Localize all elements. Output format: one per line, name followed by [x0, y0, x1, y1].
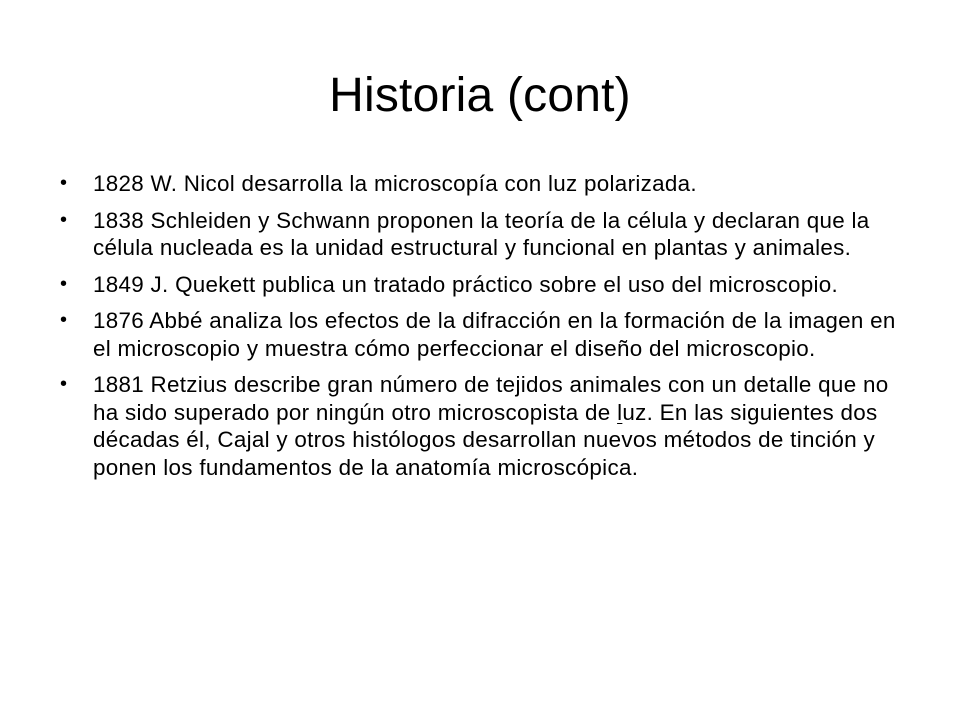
list-item: [58, 307, 910, 362]
bullet-icon: •: [60, 373, 68, 395]
bullet-text: 1849 J. Quekett publica un tratado práctico sobre el uso del microscopio.: [93, 271, 839, 297]
bullet-text: 1838 Schleiden y Schwann proponen la teoría de la célula y declaran que la célula nucleada es la unidad estructural y funcional en plantas y animales.: [93, 207, 870, 260]
bullet-text-part: uz. En las siguientes dos décadas él, Cajal y otros histólogos desarrollan nuevos métodos de tinción y ponen los fundamentos de la anatomía microscópica.: [93, 399, 878, 480]
list-item: [58, 371, 910, 481]
bullet-text-part: 1881 Retzius describe gran número de tejidos animales con un detalle que no ha sido superado por ningún otro microscopista de: [93, 372, 889, 425]
bullet-text: 1876 Abbé analiza los efectos de la difracción en la formación de la imagen en el microscopio y muestra cómo perfeccionar el diseño del microscopio.: [93, 308, 896, 361]
bullet-icon: •: [60, 272, 68, 295]
list-item: [58, 170, 910, 198]
slide-title: Historia (cont): [329, 69, 631, 122]
bullet-text: 1828 W. Nicol desarrolla la microscopía con luz polarizada.: [93, 171, 697, 196]
list-item: [58, 207, 910, 262]
spellcheck-mark: l: [617, 399, 623, 425]
bullet-list: [58, 170, 910, 490]
list-item: [58, 271, 910, 299]
bullet-text: [93, 371, 910, 481]
bullet-icon: •: [60, 309, 68, 331]
bullet-icon: •: [60, 172, 68, 194]
bullet-icon: •: [60, 208, 68, 231]
